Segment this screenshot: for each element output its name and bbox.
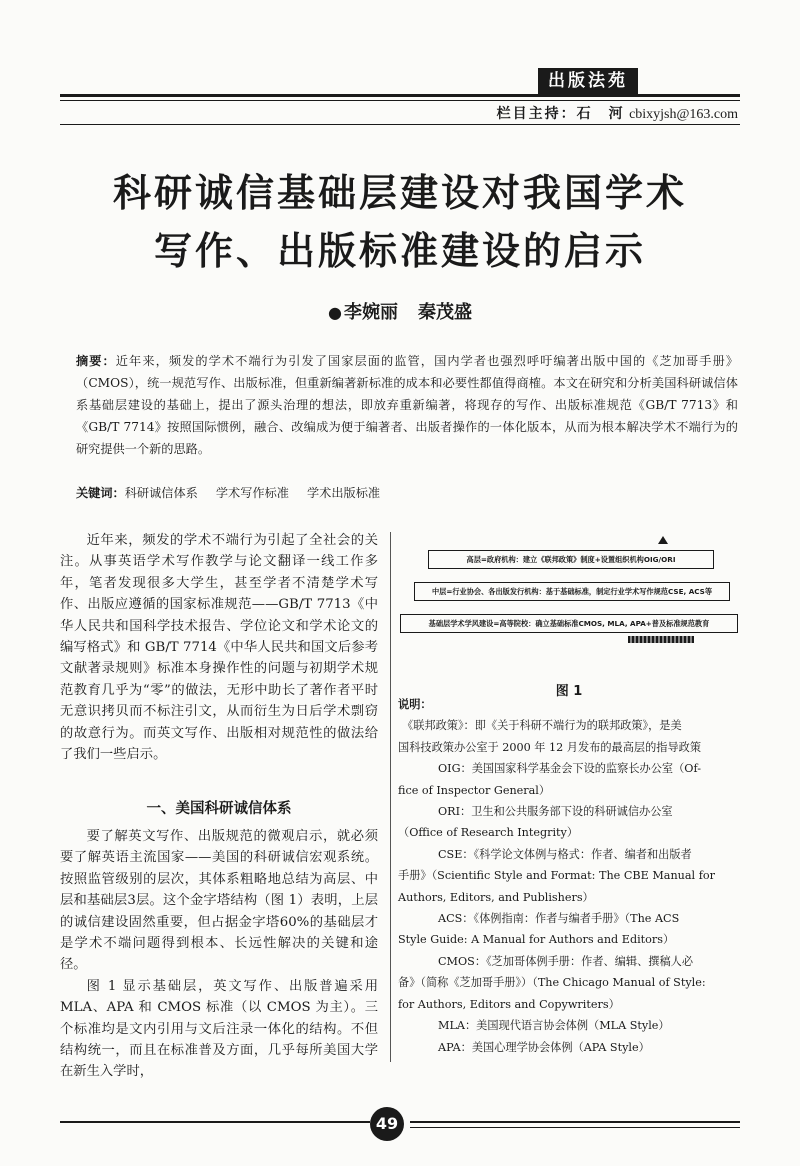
- footer-rule-right: [410, 1121, 740, 1123]
- note-line: 备》（简称《芝加哥手册》）（The Chicago Manual of Style:: [398, 976, 706, 990]
- abstract-label: 摘要：: [76, 354, 116, 368]
- note-line: APA：美国心理学协会体例（APA Style）: [438, 1040, 650, 1054]
- footer-rule-right-thin: [410, 1127, 740, 1128]
- pyramid-level-middle: 中层=行业协会、各出版发行机构：基于基础标准，制定行业学术写作规范CSE, ACS等: [414, 582, 730, 601]
- keywords: [76, 484, 398, 501]
- paragraph: 要了解英文写作、出版规范的微观启示，就必须要了解英语主流国家——美国的科研诚信宏观系统。按照监管级别的层次，其体系粗略地总结为高层、中层和基础层3层。这个金字塔结构（图 1）表明，上层的诚信建设固然重要，但占据金字塔60%的基础层才是学术不端问题得到根本、长远性解决的关键和途径。: [60, 829, 378, 973]
- abstract: [76, 350, 738, 460]
- pyramid-apex: [658, 536, 668, 544]
- column-tag: 出版法苑: [538, 68, 638, 94]
- note-line: ORI：卫生和公共服务部下设的科研诚信办公室: [438, 805, 673, 819]
- note-line: for Authors, Editors and Copywriters）: [398, 997, 620, 1011]
- paragraph: 近年来，频发的学术不端行为引起了全社会的关注。从事英语学术写作教学与论文翻译一线工作多年，笔者发现很多大学生，甚至学者不清楚学术写作、出版应遵循的国家标准规范——GB/T 7713《中华人民共和国科学技术报告、学位论文和学术论文的编写格式》和 GB/T 7714《中华人民共和国文后参考文献著录规则》标准本身操作性的问题与初期学术规范教育几乎为“零”的做法，无形中助长了著作者平时无意识拷贝而不标注引文，从而衍生为日后学术剽窃的故意行为。而英文写作、出版相对规范性的做法给了我们一些启示。: [60, 533, 378, 763]
- notes-label: 说明：: [398, 697, 432, 711]
- note-line: ACS：《体例指南：作者与编者手册》（The ACS: [438, 912, 680, 926]
- keyword: 科研诚信体系: [124, 486, 198, 500]
- note-line: OIG：美国国家科学基金会下设的监察长办公室（Of-: [438, 762, 701, 776]
- note-line: CMOS：《芝加哥体例手册：作者、编辑、撰稿人必: [438, 954, 694, 968]
- note-line: Style Guide: A Manual for Authors and Editors）: [398, 933, 675, 947]
- header-rule-bottom: [60, 124, 740, 125]
- note-line: MLA：美国现代语言协会体例（MLA Style）: [438, 1019, 670, 1033]
- note-line: （Office of Research Integrity）: [398, 826, 579, 840]
- paragraph: 图 1 显示基础层，英文写作、出版普遍采用 MLA、APA 和 CMOS 标准（以 CMOS 为主）。三个标准均是文内引用与文后注录一体化的结构。不但结构统一，而且在标准普及方面，几乎每所美国大学在新生入学时，: [60, 978, 378, 1080]
- article-title-line2: 写作、出版标准建设的启示: [153, 228, 646, 273]
- abstract-text: 近年来，频发的学术不端行为引发了国家层面的监管，国内学者也强烈呼吁编著出版中国的《芝加哥手册》（CMOS），统一规范写作、出版标准，但重新编著新标准的成本和必要性都值得商榷。本文在研究和分析美国科研诚信体系基础层建设的基础上，提出了源头治理的想法，即放弃重新编著，将现存的写作、出版标准规范《GB/T 7713》和《GB/T 7714》按照国际惯例，融合、改编成为便于编著者、出版者操作的一体化版本，从而为根本解决学术不端行为的研究提供一个新的思路。: [76, 354, 739, 456]
- note-line: CSE：《科学论文体例与格式：作者、编者和出版者: [438, 847, 692, 861]
- column-separator: [390, 532, 391, 1062]
- editor-email: cbixyjsh@163.com: [629, 107, 738, 122]
- pyramid-base-hatch: [628, 636, 694, 643]
- page-number: 49: [370, 1107, 404, 1141]
- keywords-label: 关键词：: [76, 486, 125, 500]
- footer-rule-left: [60, 1121, 370, 1123]
- author-name: 李婉丽: [343, 302, 398, 323]
- body-column-left-top: [60, 530, 378, 765]
- header-rule: [60, 94, 740, 97]
- article-title-line1: 科研诚信基础层建设对我国学术: [112, 170, 687, 215]
- note-line: 《联邦政策》：即《关于科研不端行为的联邦政策》，是美: [402, 719, 682, 733]
- header-rule-thin: [60, 100, 740, 101]
- section-heading: 一、美国科研诚信体系: [146, 801, 292, 817]
- author-list: [0, 298, 800, 324]
- keyword: 学术写作标准: [215, 486, 289, 500]
- body-column-left-bottom: [60, 826, 378, 1083]
- note-line: 手册》（Scientific Style and Format: The CBE Manual for: [398, 869, 715, 883]
- editor-label: 栏目主持：石 河: [496, 106, 625, 122]
- note-line: fice of Inspector General）: [398, 783, 551, 797]
- pyramid-figure: [398, 536, 740, 646]
- pyramid-level-top: 高层=政府机构：建立《联邦政策》制度+设置组织机构OIG/ORI: [428, 550, 714, 569]
- author-name: 秦茂盛: [417, 302, 472, 323]
- author-bullet: ●: [328, 303, 342, 322]
- pyramid-level-base: 基础层学术学风建设=高等院校：确立基础标准CMOS, MLA, APA+普及标准规范教育: [400, 614, 738, 633]
- figure-caption: 图 1: [555, 684, 583, 699]
- note-line: 国科技政策办公室于 2000 年 12 月发布的最高层的指导政策: [398, 740, 702, 754]
- keyword: 学术出版标准: [307, 486, 381, 500]
- note-line: Authors, Editors, and Publishers）: [398, 890, 594, 904]
- column-editor: [497, 103, 738, 123]
- figure-notes: [398, 694, 740, 1058]
